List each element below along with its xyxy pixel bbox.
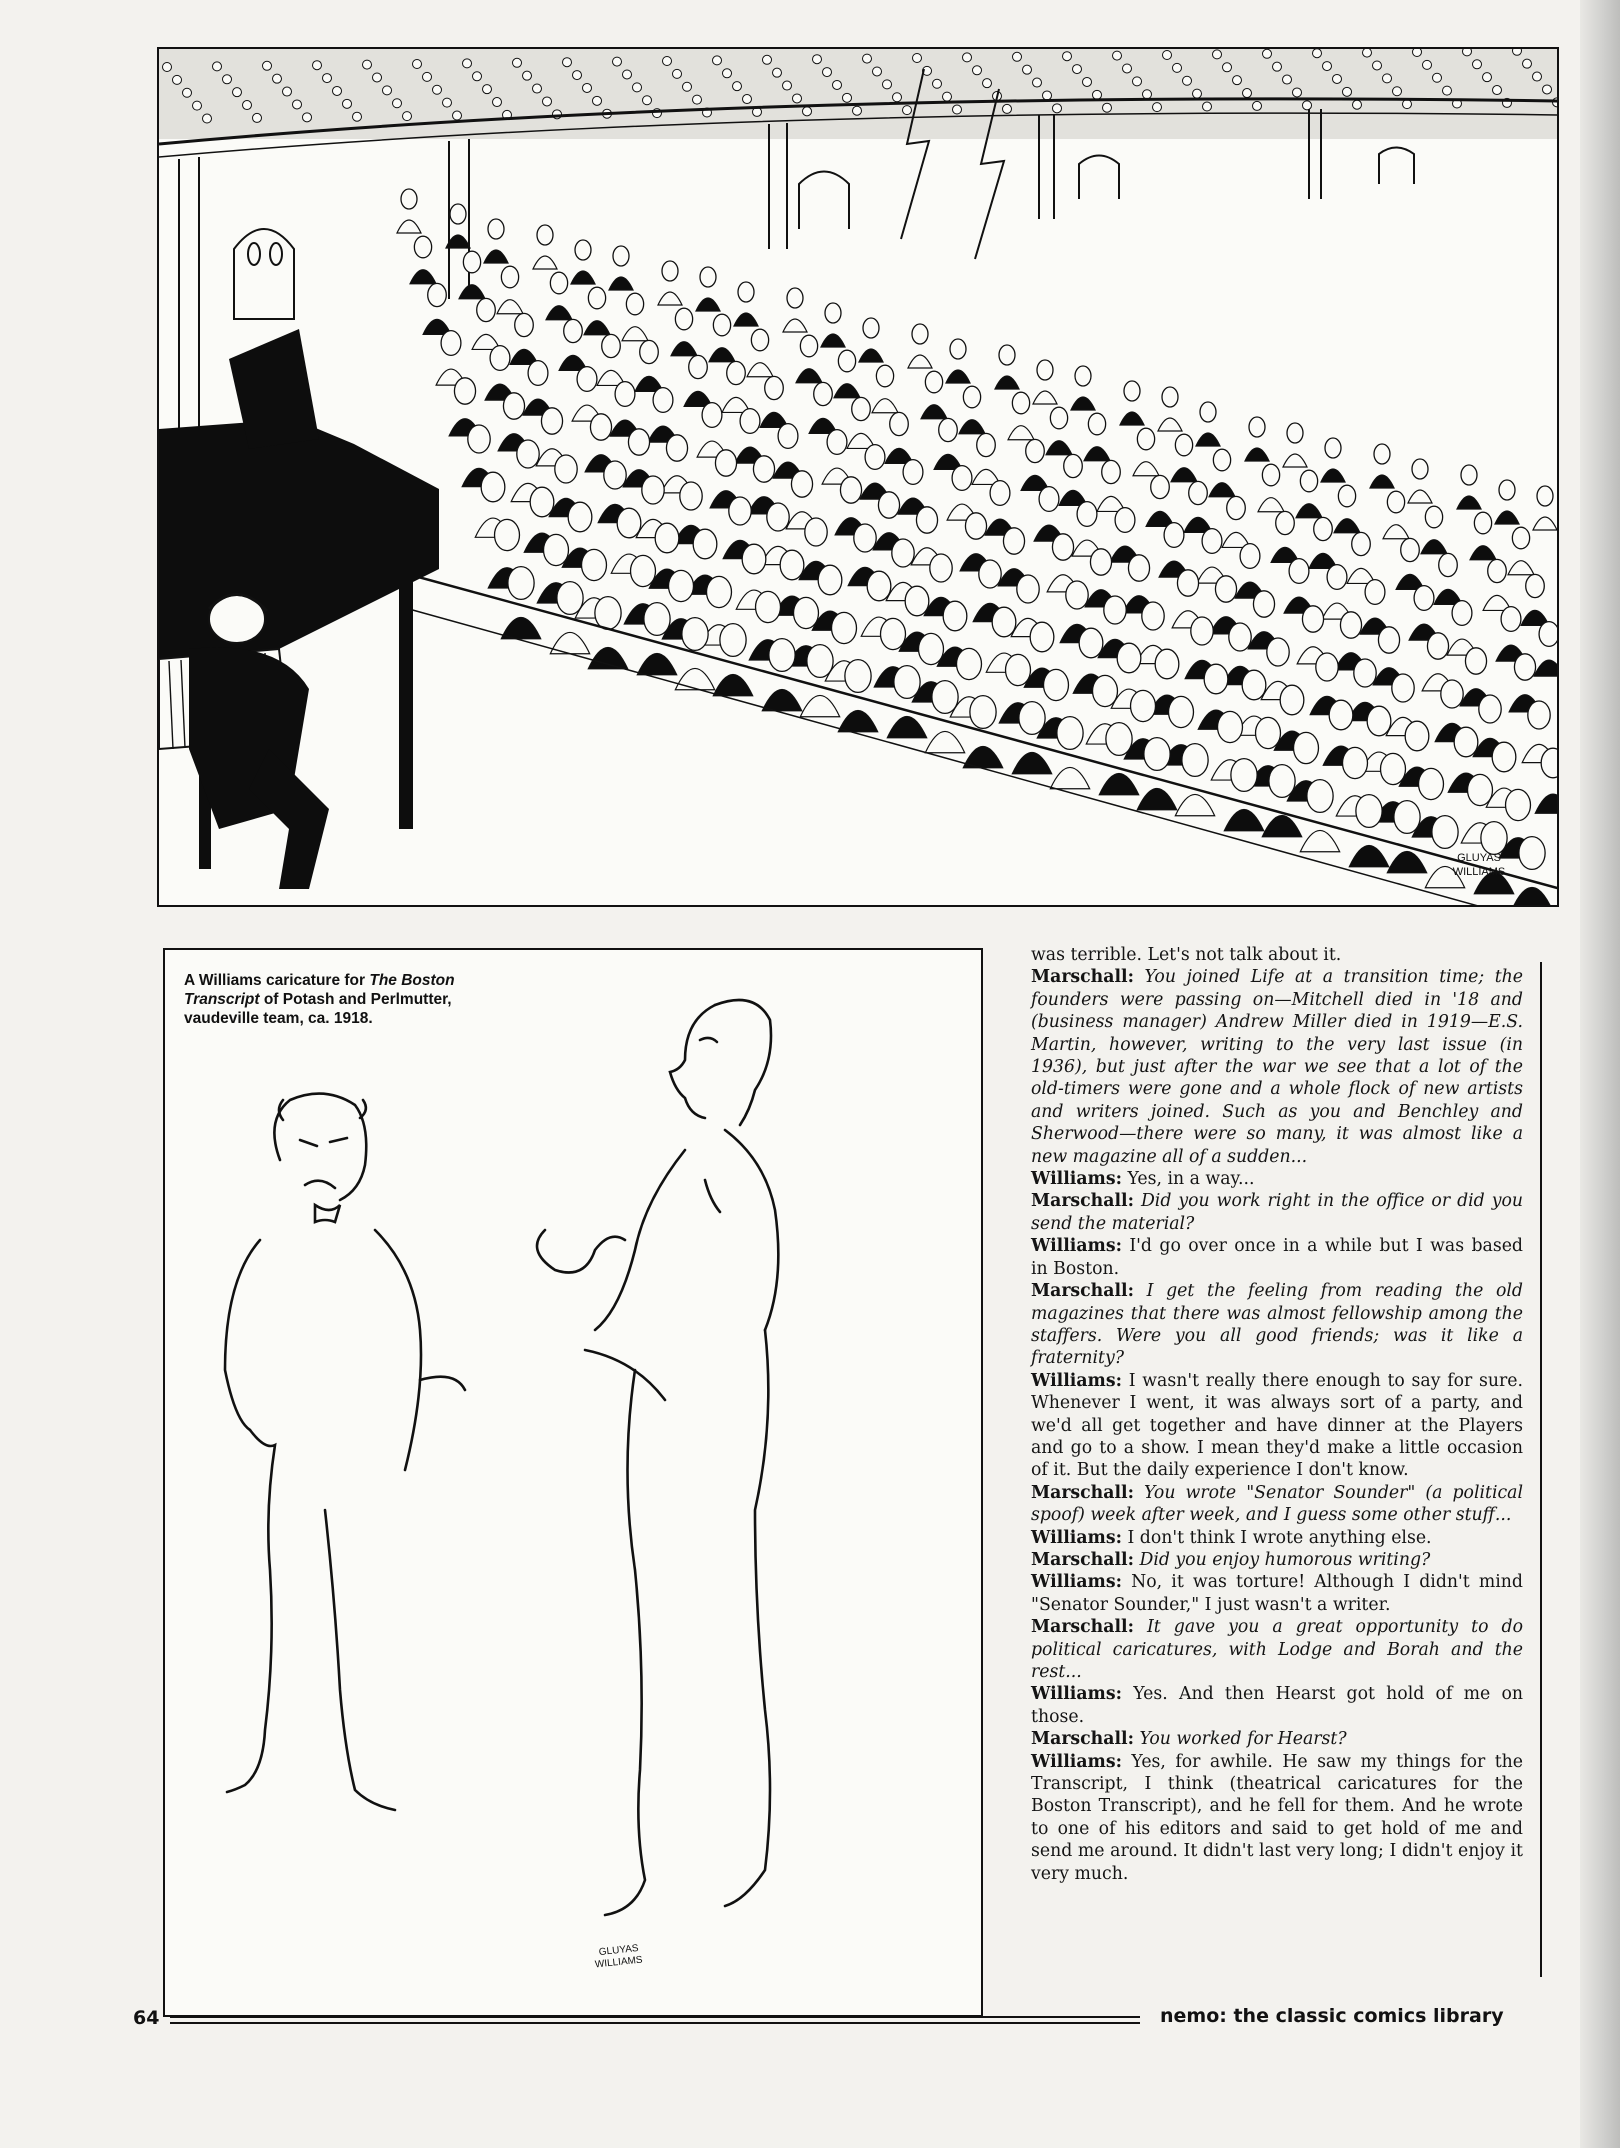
balcony-head <box>1213 50 1222 59</box>
caption-publication-title: The Boston Transcript <box>184 972 455 1008</box>
audience-member <box>1296 470 1322 518</box>
audience-member <box>1483 559 1511 610</box>
balcony-head <box>593 96 602 105</box>
audience-member <box>1457 465 1481 509</box>
audience-member <box>671 308 697 356</box>
balcony-head <box>483 85 492 94</box>
audience-member <box>1495 480 1519 524</box>
balcony-head <box>423 72 432 81</box>
audience-member <box>1470 512 1496 560</box>
balcony-head <box>293 100 302 109</box>
audience-member <box>1408 459 1432 503</box>
footer-rule <box>170 2016 1140 2024</box>
balcony-head <box>1283 75 1292 84</box>
short-man-figure <box>225 1094 465 1810</box>
audience-member <box>1034 487 1064 542</box>
balcony-head <box>1403 100 1412 109</box>
balcony-head <box>433 85 442 94</box>
balcony-head <box>1343 87 1352 96</box>
balcony-head <box>583 83 592 92</box>
balcony-head <box>1243 89 1252 98</box>
balcony-head <box>683 82 692 91</box>
column-rule <box>1540 962 1542 1977</box>
answer-text: Yes. And then Hearst got hold of me on those. <box>1031 1684 1524 1727</box>
balcony-head <box>563 58 572 67</box>
answer-text: I wasn't really there enough to say for sure. Whenever I went, it was always sort of a party, and we'd all get together and have dinner at the Players and go to a show. I mean they'd make a little occasion of it. But the daily experience I don't know. <box>1031 1370 1523 1481</box>
speaker-label: Williams: <box>1031 1684 1122 1705</box>
panel-signature-line-2: WILLIAMS <box>594 1954 644 1971</box>
interview-paragraph <box>1031 1549 1523 1571</box>
balcony-head <box>943 92 952 101</box>
interview-paragraph <box>1031 1616 1523 1683</box>
audience-member <box>423 283 451 334</box>
balcony-head <box>1133 77 1142 86</box>
balcony-head <box>1423 60 1432 69</box>
balcony-head <box>283 87 292 96</box>
balcony-head <box>203 114 212 123</box>
balcony-head <box>1163 51 1172 60</box>
balcony-head <box>1313 49 1322 58</box>
audience-member <box>658 261 682 305</box>
balcony-head <box>793 94 802 103</box>
balcony-head <box>713 56 722 65</box>
balcony-head <box>843 93 852 102</box>
audience-member <box>859 318 883 362</box>
speaker-label: Marschall: <box>1031 967 1134 988</box>
balcony-head <box>1173 63 1182 72</box>
audience-member <box>584 287 610 335</box>
balcony-head <box>1483 73 1492 82</box>
balcony-head <box>933 79 942 88</box>
balcony-head <box>1123 64 1132 73</box>
audience-member <box>1271 511 1299 562</box>
audience-member <box>1434 553 1462 604</box>
tall-man-figure <box>537 1000 778 1915</box>
interview-paragraph <box>1031 1527 1523 1549</box>
balcony-head <box>1053 104 1062 113</box>
speaker-label: Williams: <box>1031 1751 1122 1772</box>
audience-member <box>1046 407 1072 455</box>
question-text: It gave you a great opportunity to do political caricatures, with Lodge and Borah and the rest... <box>1031 1617 1523 1682</box>
balcony-head <box>1523 59 1532 68</box>
audience-member <box>796 335 822 383</box>
balcony-head <box>313 61 322 70</box>
balcony-head <box>1193 89 1202 98</box>
audience-member <box>1222 496 1250 547</box>
balcony-head <box>863 54 872 63</box>
balcony-head <box>493 98 502 107</box>
interview-text-column <box>1031 944 1523 1885</box>
balcony-head <box>1043 91 1052 100</box>
balcony-head <box>243 101 252 110</box>
audience-member <box>947 466 977 521</box>
audience-member <box>1283 423 1307 467</box>
balcony-head <box>1073 65 1082 74</box>
question-text: I get the feeling from reading the old magazines that there was almost fellowship among the staffers. Were you all good friends; was it like a fraternity? <box>1031 1281 1523 1369</box>
audience-member <box>783 288 807 332</box>
audience-member <box>1409 586 1439 641</box>
balcony-head <box>1543 85 1552 94</box>
caricature-panel <box>163 948 983 2017</box>
page-number: 64 <box>133 2007 160 2029</box>
balcony-head <box>403 112 412 121</box>
audience-member <box>995 345 1019 389</box>
audience-member <box>571 240 595 284</box>
audience-member <box>1021 439 1049 490</box>
speaker-label: Marschall: <box>1031 1729 1134 1750</box>
balcony-head <box>1303 101 1312 110</box>
audience-member <box>734 282 758 326</box>
balcony-head <box>223 75 232 84</box>
audience-member <box>485 346 515 401</box>
balcony-head <box>413 60 422 69</box>
audience-member <box>722 361 750 412</box>
audience-member <box>959 386 985 434</box>
audience-member <box>1321 438 1345 482</box>
audience-member <box>1508 527 1534 575</box>
audience-member <box>497 266 523 314</box>
audience-member <box>1309 517 1337 568</box>
audience-member <box>747 329 773 377</box>
audience-member <box>546 272 572 320</box>
top-signature-line-1: GLUYAS <box>1457 852 1501 864</box>
balcony-head <box>1263 49 1272 58</box>
interview-paragraph <box>1031 1280 1523 1370</box>
balcony-head <box>1103 103 1112 112</box>
balcony-head <box>833 80 842 89</box>
speaker-label: Williams: <box>1031 1169 1122 1190</box>
interview-paragraph <box>1031 1235 1523 1280</box>
balcony-head <box>1293 88 1302 97</box>
audience-member <box>908 324 932 368</box>
speaker-label: Williams: <box>1031 1236 1122 1257</box>
question-text: You worked for Hearst? <box>1139 1729 1347 1750</box>
balcony-head <box>193 101 202 110</box>
audience-member <box>1158 387 1182 431</box>
balcony-head <box>1273 62 1282 71</box>
audience-member <box>898 460 928 515</box>
balcony-head <box>303 113 312 122</box>
balcony-head <box>853 106 862 115</box>
speaker-label: Marschall: <box>1031 1191 1134 1212</box>
audience-member <box>559 319 587 370</box>
answer-text: No, it was torture! Although I didn't mind "Senator Sounder," I just wasn't a writer. <box>1031 1572 1523 1615</box>
balcony-head <box>213 62 222 71</box>
interview-paragraph <box>1031 1370 1523 1482</box>
balcony-head <box>783 81 792 90</box>
publication-title: nemo: the classic comics library <box>1160 2005 1504 2027</box>
balcony-head <box>673 69 682 78</box>
audience-member <box>934 418 962 469</box>
balcony-head <box>263 61 272 70</box>
audience-member <box>1334 485 1360 533</box>
balcony-head <box>1003 104 1012 113</box>
balcony-head <box>633 83 642 92</box>
balcony-head <box>1183 76 1192 85</box>
interview-paragraph <box>1031 966 1523 1168</box>
audience-member <box>1008 392 1034 440</box>
balcony-head <box>973 66 982 75</box>
balcony-head <box>663 57 672 66</box>
question-text: You joined Life at a transition time; the founders were passing on—Mitchell died in '18 and (business manager) Andrew Miller died in 1919—E.S. Martin, however, writing to the very last issue (in 1936), but just after the war we see that a lot of the old-timers were gone and a whole flock of new artists and writers joined. Such as you and Benchley and Sherwood—there were so many, it was almost like a new magazine all of a sudden... <box>1031 967 1523 1167</box>
page-edge-shadow <box>1580 0 1620 2148</box>
balcony-head <box>1353 100 1362 109</box>
audience-member <box>1533 486 1557 530</box>
balcony-head <box>253 113 262 122</box>
audience-member <box>696 267 720 311</box>
interview-paragraph <box>1031 1728 1523 1750</box>
balcony-head <box>323 74 332 83</box>
audience-member <box>484 219 508 263</box>
audience-member <box>985 481 1015 536</box>
balcony-head <box>873 67 882 76</box>
interview-paragraph <box>1031 1683 1523 1728</box>
audience-member <box>1171 434 1197 482</box>
audience-member <box>648 388 678 443</box>
audience-member <box>1383 491 1409 539</box>
audience-member <box>1184 481 1212 532</box>
balcony-head <box>443 98 452 107</box>
audience-member <box>1347 532 1375 583</box>
interview-paragraph <box>1031 1751 1523 1885</box>
question-text: You wrote "Senator Sounder" (a political spoof) week after week, and I guess some other stuff... <box>1031 1482 1523 1526</box>
audience-member <box>572 367 602 422</box>
balcony-head <box>963 53 972 62</box>
balcony-head <box>523 71 532 80</box>
balcony-head <box>1113 51 1122 60</box>
balcony-head <box>393 99 402 108</box>
audience-member <box>834 350 860 398</box>
balcony-head <box>803 107 812 116</box>
balcony-head <box>373 73 382 82</box>
top-signature-line-2: WILLIAMS <box>1452 866 1506 878</box>
audience-member <box>1245 417 1269 461</box>
balcony-head <box>733 82 742 91</box>
balcony-head <box>913 54 922 63</box>
answer-text: Yes, in a way... <box>1127 1169 1255 1190</box>
balcony-head <box>333 86 342 95</box>
audience-member <box>410 236 436 284</box>
speaker-label: Marschall: <box>1031 1482 1134 1503</box>
balcony-head <box>513 58 522 67</box>
balcony-head <box>953 105 962 114</box>
balcony-head <box>813 55 822 64</box>
audience-member <box>972 433 1000 484</box>
balcony-head <box>163 63 172 72</box>
balcony-head <box>573 71 582 80</box>
answer-text: Yes, for awhile. He saw my things for the Transcript, I think (theatrical caricatures for the Boston Transcript), and he fell for them. And he wrote to one of his editors and said to get hold of me and send me around. It didn't last very long; I didn't enjoy it very much. <box>1031 1751 1523 1884</box>
balcony-head <box>1023 65 1032 74</box>
balcony-head <box>1253 101 1262 110</box>
interview-paragraph <box>1031 1168 1523 1190</box>
answer-text: I'd go over once in a while but I was based in Boston. <box>1031 1236 1523 1279</box>
audience-member <box>1447 601 1477 656</box>
audience-member <box>1521 574 1549 625</box>
balcony-head <box>1153 103 1162 112</box>
audience-member <box>472 298 500 349</box>
balcony-head <box>173 75 182 84</box>
balcony-head <box>453 111 462 120</box>
audience-member <box>773 424 803 479</box>
audience-member <box>510 313 538 364</box>
audience-member <box>1396 538 1424 589</box>
balcony-head <box>1413 49 1422 57</box>
caption-prefix: A Williams caricature for <box>184 972 370 989</box>
interview-paragraph <box>1031 944 1523 966</box>
balcony-head <box>1383 74 1392 83</box>
balcony-head <box>623 70 632 79</box>
audience-member <box>1033 360 1057 404</box>
balcony-head <box>1013 52 1022 61</box>
balcony-head <box>1533 72 1542 81</box>
balcony-head <box>763 55 772 64</box>
balcony-head <box>773 68 782 77</box>
audience-member <box>1146 475 1174 526</box>
audience-member <box>397 189 421 233</box>
audience-member <box>735 409 765 464</box>
audience-member <box>1071 366 1095 410</box>
balcony-head <box>693 95 702 104</box>
balcony-head <box>543 97 552 106</box>
balcony-head <box>273 74 282 83</box>
speaker-label: Marschall: <box>1031 1281 1134 1302</box>
floor-audience <box>397 189 1559 907</box>
speaker-label: Williams: <box>1031 1572 1122 1593</box>
balcony-head <box>1203 102 1212 111</box>
balcony-head <box>183 88 192 97</box>
balcony-head <box>743 95 752 104</box>
balcony-head <box>1063 52 1072 61</box>
audience-member <box>1209 449 1235 497</box>
balcony-head <box>1473 60 1482 69</box>
audience-member <box>1133 428 1159 476</box>
balcony-head <box>1223 63 1232 72</box>
audience-member <box>533 225 557 269</box>
audience-member <box>1496 607 1526 662</box>
balcony-head <box>463 59 472 68</box>
balcony-head <box>883 80 892 89</box>
audience-member <box>1197 529 1227 584</box>
balcony-head <box>1083 77 1092 86</box>
balcony-head <box>613 57 622 66</box>
balcony-head <box>353 112 362 121</box>
balcony-head <box>1323 62 1332 71</box>
speaker-label: Williams: <box>1031 1370 1122 1391</box>
speaker-label: Williams: <box>1031 1527 1122 1548</box>
audience-member <box>1059 454 1087 505</box>
balcony-head <box>1433 73 1442 82</box>
audience-member <box>635 340 663 391</box>
balcony-head <box>723 69 732 78</box>
balcony-head <box>1463 49 1472 56</box>
balcony-head <box>1363 49 1372 57</box>
audience-member <box>684 355 712 406</box>
audience-member <box>809 382 837 433</box>
balcony-head <box>1373 61 1382 70</box>
balcony-head <box>1093 90 1102 99</box>
balcony-head <box>363 60 372 69</box>
audience-member <box>1110 508 1140 563</box>
concert-hall-drawing <box>159 49 1559 907</box>
balcony-head <box>1513 49 1522 55</box>
balcony-head <box>1333 74 1342 83</box>
audience-member <box>1322 565 1352 620</box>
balcony-head <box>893 93 902 102</box>
audience-member <box>885 412 913 463</box>
potash-perlmutter-drawing <box>165 950 983 2017</box>
balcony-head <box>383 86 392 95</box>
audience-member <box>609 246 633 290</box>
interview-paragraph <box>1031 1482 1523 1527</box>
audience-member <box>822 430 852 485</box>
balcony-head <box>1393 87 1402 96</box>
audience-member <box>847 397 875 448</box>
audience-member <box>436 331 466 386</box>
audience-member <box>946 339 970 383</box>
audience-member <box>1360 580 1390 635</box>
concert-hall-illustration <box>157 47 1559 907</box>
question-text: Did you work right in the office or did you send the material? <box>1031 1191 1523 1234</box>
interview-paragraph <box>1031 1571 1523 1616</box>
audience-member <box>1421 506 1447 554</box>
question-text: Did you enjoy humorous writing? <box>1139 1549 1431 1570</box>
audience-member <box>709 314 735 362</box>
audience-member <box>1534 622 1559 677</box>
balcony-head <box>983 79 992 88</box>
answer-text: was terrible. Let's not talk about it. <box>1031 945 1342 965</box>
audience-member <box>1120 381 1144 425</box>
balcony-head <box>343 99 352 108</box>
balcony-head <box>473 72 482 81</box>
balcony-head <box>1443 86 1452 95</box>
balcony-head <box>1143 90 1152 99</box>
audience-member <box>821 303 845 347</box>
balcony-head <box>1033 78 1042 87</box>
audience-member <box>872 365 898 413</box>
audience-member <box>760 376 788 427</box>
balcony-head <box>533 84 542 93</box>
balcony-head <box>1233 76 1242 85</box>
balcony-head <box>903 106 912 115</box>
answer-text: I don't think I wrote anything else. <box>1127 1527 1432 1548</box>
audience-member <box>1097 460 1125 511</box>
balcony-head <box>823 68 832 77</box>
audience-member <box>523 361 553 416</box>
audience-member <box>1196 402 1220 446</box>
audience-member <box>1370 444 1394 488</box>
speaker-label: Marschall: <box>1031 1617 1134 1638</box>
panel-signature-line-1: GLUYAS <box>598 1942 640 1959</box>
balcony-head <box>233 88 242 97</box>
audience-member <box>860 445 890 500</box>
speaker-label: Marschall: <box>1031 1549 1134 1570</box>
caption-suffix: of Potash and Perlmutter, vaudeville team, ca. 1918. <box>184 991 452 1027</box>
audience-member <box>1235 544 1265 599</box>
audience-member <box>597 334 625 385</box>
audience-member <box>622 293 648 341</box>
audience-member <box>1084 413 1110 461</box>
audience-member <box>921 371 947 419</box>
interview-paragraph <box>1031 1190 1523 1235</box>
balcony-head <box>1493 86 1502 95</box>
audience-member <box>459 251 485 299</box>
audience-member <box>1258 464 1284 512</box>
balcony-head <box>643 96 652 105</box>
